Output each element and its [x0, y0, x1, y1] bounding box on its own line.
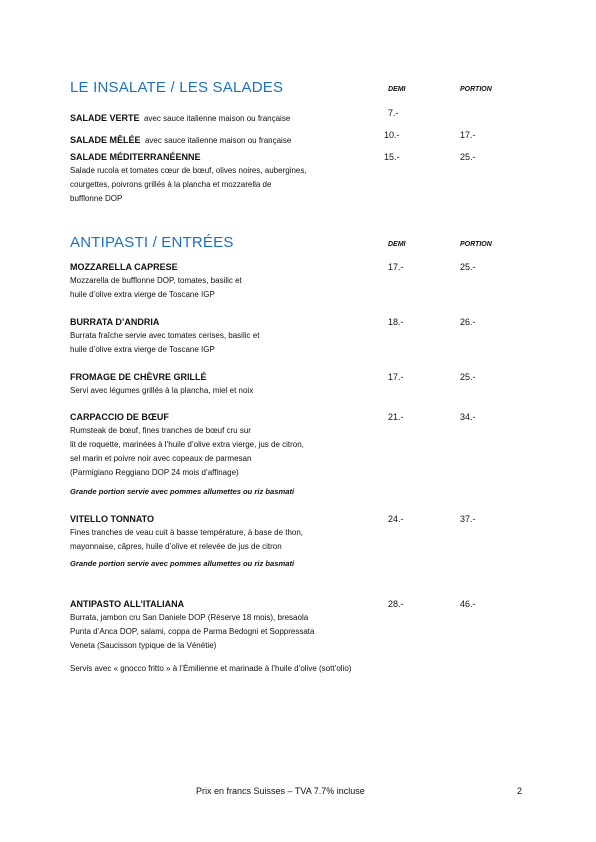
item-note: Grande portion servie avec pommes allumettes ou riz basmati — [70, 487, 295, 496]
col-header-demi: DEMI — [388, 86, 406, 93]
desc-line: Fines tranches de veau cuit à basse température, à base de thon, — [70, 528, 304, 537]
desc-line: bufflonne DOP — [70, 194, 123, 203]
item-description — [70, 384, 253, 398]
menu-item-salade-verte — [70, 108, 290, 126]
item-description — [70, 329, 259, 357]
menu-item-mozzarella-caprese — [70, 262, 242, 302]
price-demi: 21.- — [388, 412, 404, 422]
price-portion: 34.- — [460, 412, 476, 422]
item-name: ANTIPASTO ALL’ITALIANA — [70, 599, 185, 609]
price-demi: 17.- — [388, 372, 404, 382]
price-portion: 37.- — [460, 514, 476, 524]
desc-line: lit de roquette, marinées à l’huile d’olive extra vierge, jus de citron, — [70, 440, 304, 449]
price-portion: 25.- — [460, 262, 476, 272]
price-demi: 28.- — [388, 599, 404, 609]
desc-line: mayonnaise, câpres, huile d’olive et relevée de jus de citron — [70, 542, 282, 551]
col-header-portion: PORTION — [460, 86, 492, 93]
price-demi: 18.- — [388, 317, 404, 327]
menu-item-carpaccio — [70, 412, 304, 480]
menu-item-fromage-chevre — [70, 372, 253, 398]
menu-item-vitello-tonnato — [70, 514, 303, 554]
item-description — [70, 611, 314, 653]
desc-line: Burrata fraîche servie avec tomates cerises, basilic et — [70, 331, 260, 340]
price-demi: 10.- — [384, 130, 400, 140]
item-name: SALADE MÊLÉE — [70, 135, 141, 145]
desc-line: Punta d’Anca DOP, salami, coppa de Parma Bedogni et Soppressata — [70, 627, 315, 636]
price-portion: 17.- — [460, 130, 476, 140]
item-name: BURRATA D’ANDRIA — [70, 317, 160, 327]
item-description — [70, 424, 304, 480]
item-description — [70, 274, 242, 302]
item-name: VITELLO TONNATO — [70, 514, 155, 524]
desc-line: courgettes, poivrons grillés à la plancha et mozzarella de — [70, 180, 272, 189]
col-header-portion: PORTION — [460, 241, 492, 248]
item-description — [70, 164, 307, 206]
menu-item-salade-mediterraneenne — [70, 152, 307, 206]
item-description — [70, 526, 303, 554]
desc-line: sel marin et poivre noir avec copeaux de parmesan — [70, 454, 252, 463]
price-portion: 25.- — [460, 372, 476, 382]
menu-item-antipasto-italiana — [70, 599, 314, 653]
desc-line: Mozzarella de bufflonne DOP, tomates, basilic et — [70, 276, 242, 285]
desc-line: Servi avec légumes grillés à la plancha, miel et noix — [70, 386, 254, 395]
price-portion: 46.- — [460, 599, 476, 609]
desc-line: (Parmigiano Reggiano DOP 24 mois d’affinage) — [70, 468, 239, 477]
section-title-antipasti: ANTIPASTI / ENTRÉES — [70, 234, 234, 251]
desc-line: huile d’olive extra vierge de Toscane IGP — [70, 290, 215, 299]
price-demi: 15.- — [384, 152, 400, 162]
menu-item-burrata-andria — [70, 317, 259, 357]
page-number: 2 — [517, 786, 523, 796]
item-note: Grande portion servie avec pommes allumettes ou riz basmati — [70, 559, 295, 568]
desc-line: huile d’olive extra vierge de Toscane IGP — [70, 345, 215, 354]
item-name: SALADE MÉDITERRANÉENNE — [70, 152, 201, 162]
desc-line: Rumsteak de bœuf, fines tranches de bœuf cru sur — [70, 426, 251, 435]
section-title-salades: LE INSALATE / LES SALADES — [70, 79, 284, 96]
item-name: MOZZARELLA CAPRESE — [70, 262, 178, 272]
desc-line: Salade rucola et tomates cœur de bœuf, olives noires, aubergines, — [70, 166, 307, 175]
price-demi: 7.- — [388, 108, 399, 118]
desc-line: Veneta (Saucisson typique de la Vénétie) — [70, 641, 217, 650]
item-inline-desc: avec sauce italienne maison ou française — [144, 136, 292, 145]
footer-price-note: Prix en francs Suisses – TVA 7.7% incluse — [196, 786, 365, 796]
col-header-demi: DEMI — [388, 241, 406, 248]
price-demi: 17.- — [388, 262, 404, 272]
item-name: FROMAGE DE CHÈVRE GRILLÉ — [70, 372, 207, 382]
price-portion: 25.- — [460, 152, 476, 162]
item-name: CARPACCIO DE BŒUF — [70, 412, 169, 422]
item-name: SALADE VERTE — [70, 113, 140, 123]
price-portion: 26.- — [460, 317, 476, 327]
desc-line: Burrata, jambon cru San Daniele DOP (Réserve 18 mois), bresaola — [70, 613, 309, 622]
menu-item-salade-melee — [70, 130, 291, 148]
price-demi: 24.- — [388, 514, 404, 524]
item-inline-desc: avec sauce italienne maison ou française — [143, 114, 291, 123]
serving-note: Servis avec « gnocco fritto » à l’Émilienne et marinade à l’huile d’olive (sott’olio) — [70, 664, 352, 673]
